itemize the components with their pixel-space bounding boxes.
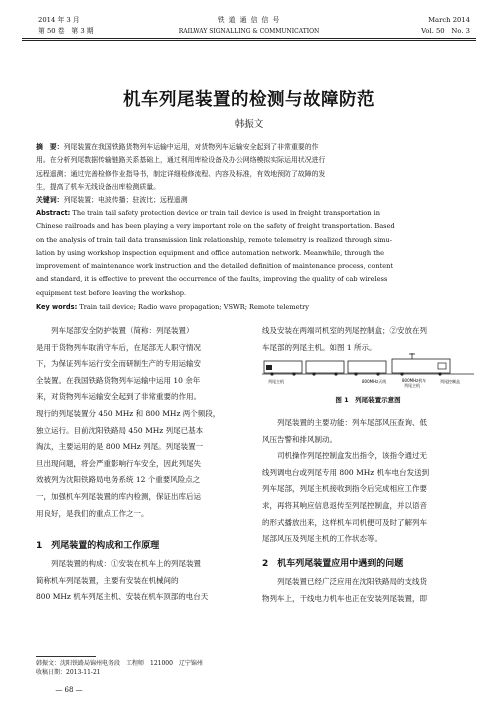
- header-volume-en: Vol. 50 No. 3: [421, 27, 470, 35]
- text-line: 风压告警和排风制动。: [262, 434, 337, 444]
- left-column-para1: [36, 323, 246, 522]
- wagon-3: [348, 361, 386, 373]
- keywords-cn-label: 关键词：: [36, 196, 64, 205]
- text-line: 列车尾部安全防护装置（简称：列尾装置）: [51, 326, 194, 335]
- text-line: 简称机车列尾装置，主要有安装在机械间的: [36, 575, 179, 585]
- header-volume: 第 50 卷 第 3 期: [38, 27, 94, 35]
- wagon-2: [306, 361, 344, 373]
- abstract-en-line: Chinese railroads and has been playing a very important role on the safety of freight transportation. Based: [36, 222, 395, 231]
- header-rule: [22, 38, 476, 39]
- right-column-para3: [262, 574, 474, 607]
- figure-label-left: 列尾主机: [268, 379, 284, 384]
- abstract-cn-line: 生，提高了机车无线设备出库检测质量。: [36, 182, 161, 191]
- keywords-en-label: Key words:: [36, 303, 78, 312]
- figure-1-diagram: [262, 353, 474, 389]
- text-line: 现行的列尾装置分 450 MHz 和 800 MHz 两个频段，: [36, 408, 221, 418]
- text-line: 全装置。在我国铁路货物列车运输中运用 10 余年: [36, 375, 201, 385]
- section-2-title: 2 机车列尾装置应用中遇到的问题: [262, 559, 404, 569]
- article-title: 机车列尾装置的检测与故障防范: [123, 90, 375, 110]
- left-column-para2: [36, 556, 246, 606]
- text-line: 线及安装在两端司机室的列尾控制盒；②安放在列: [262, 326, 427, 335]
- text-line: 列尾装置已经广泛应用在沈阳铁路局的支线货: [277, 577, 427, 586]
- abstract-en-line: Abstract: The train tail safety protection device or train tail device is used in freight transportation in: [36, 209, 380, 217]
- footnote-rule: [36, 656, 96, 657]
- text-line: 淘汰，主要运用的是 800 MHz 列尾。列尾装置一: [36, 442, 204, 452]
- right-column-para2: [262, 415, 474, 548]
- text-line: 物列车上，干线电力机车也正在安装列尾装置，即: [262, 593, 427, 603]
- abstract-cn: [36, 141, 464, 207]
- abstract-en: [36, 207, 464, 314]
- text-line: 求，再将其响应信息返传至列尾控制盒，并以语音: [262, 500, 427, 510]
- abstract-cn-label: 摘 要：: [36, 143, 64, 151]
- journal-name-en: RAILWAY SIGNALLING & COMMUNICATION: [178, 28, 320, 35]
- text-line: 旦出现问题，将会严重影响行车安全，因此列尾失: [36, 458, 201, 468]
- text-line: 的形式播放出来，这样机车司机便可及时了解列车: [262, 517, 427, 527]
- section-1-title: 1 列尾装置的构成和工作原理: [36, 541, 160, 551]
- page-number: — 68 —: [55, 686, 83, 694]
- author-affiliation: 韩振文：沈阳铁路局锦州电务段 工程师 121000 辽宁锦州: [36, 660, 203, 667]
- text-line: 800 MHz 机车列尾主机、安装在机车顶部的电台天: [36, 592, 209, 602]
- keywords-cn: 关键词：列尾装置；电波传播；驻波比；远程遥测: [36, 196, 188, 205]
- journal-name-cn: 铁 道 通 信 信 号: [217, 16, 281, 24]
- tail-unit-icon: [266, 365, 272, 370]
- text-line: 是用于货物列车取消守车后，在尾部无人职守情况: [36, 342, 201, 352]
- abstract-en-line: improvement of maintenance work instruction and the detailed definition of maintenance process, content: [36, 262, 394, 271]
- text-line: 列尾装置的构成：①安装在机车上的列尾装置: [51, 559, 201, 568]
- text-line: 列尾装置的主要功能：列车尾部风压查询、低: [277, 418, 427, 427]
- text-line: 独立运行。目前沈阳铁路局 450 MHz 列尾已基本: [36, 425, 204, 435]
- abstract-en-line: lation by using workshop inspection equipment and office automation network. Meanwhile, through the: [36, 248, 385, 257]
- text-line: 来，对货物列车运输安全起到了非常重要的作用。: [36, 392, 201, 402]
- header-date-en: March 2014: [428, 16, 470, 24]
- abstract-en-label: Abstract:: [36, 209, 71, 217]
- abstract-cn-line: 摘 要：列尾装置在我国铁路货物列车运输中运用，对货物列车运输安全起到了非常重要的作: [36, 143, 319, 151]
- text-line: 效被列为沈阳铁路局电务系统 12 个重要风险点之: [36, 475, 201, 485]
- text-line: 车尾部的列尾主机。如图 1 所示。: [262, 342, 377, 352]
- figure-1-caption: 图 1 列尾装置示意图: [335, 396, 401, 404]
- locomotive: [392, 359, 450, 373]
- abstract-en-line: on the analysis of train tail data transmission link relationship, remote telemetry is realized through simu-: [36, 235, 393, 244]
- header-rule-thin: [22, 40, 476, 41]
- abstract-en-line: and standard, it is effective to prevent the occurrence of the faults, improving the quality of cab wireless: [36, 275, 388, 284]
- text-line: 司机操作列尾控制盒发出指令，该指令通过无: [277, 451, 427, 461]
- figure-label-antenna: 800MHz天线: [362, 379, 387, 384]
- text-line: 下，为保证列车运行安全而研制生产的专用运输安: [36, 359, 201, 369]
- footnote: [36, 659, 203, 677]
- abstract-cn-line: 远程遥测；通过完善检修作业指导书，制定详细检修流程、内容及标准，有效地预防了故障的发: [36, 169, 326, 178]
- received-date: 收稿日期：2013-11-21: [36, 669, 101, 676]
- text-line: 尾部风压及列尾主机的工作状态等。: [262, 534, 382, 544]
- article-author: 韩振文: [234, 119, 264, 130]
- text-line: 用良好，是我们的重点工作之一。: [36, 508, 149, 518]
- abstract-en-line: equipment test before leaving the workshop.: [36, 288, 187, 297]
- figure-label-loco: 800MHz机车: [402, 378, 427, 383]
- text-line: 列车尾部，列尾主机接收到指令后完成相应工作要: [262, 484, 427, 494]
- abstract-cn-line: 用。在分析列尾数据传输链路关系基础上，通过利用库检设备及办公网络模拟实际运用状况进行: [36, 156, 326, 165]
- figure-label-control-box: 列尾控制盒: [440, 379, 460, 384]
- text-line: 一，加强机车列尾装置的库内检测，保证出库后运: [36, 491, 201, 501]
- text-line: 线列调电台或列尾专用 800 MHz 机车电台发送到: [262, 467, 430, 477]
- figure-label-loco-host: 列尾主机: [404, 383, 420, 388]
- keywords-en: Key words: Train tail device; Radio wave propagation; VSWR; Remote telemetry: [36, 303, 310, 312]
- header-date: 2014 年 3 月: [38, 16, 80, 24]
- right-column-para1: [262, 323, 474, 356]
